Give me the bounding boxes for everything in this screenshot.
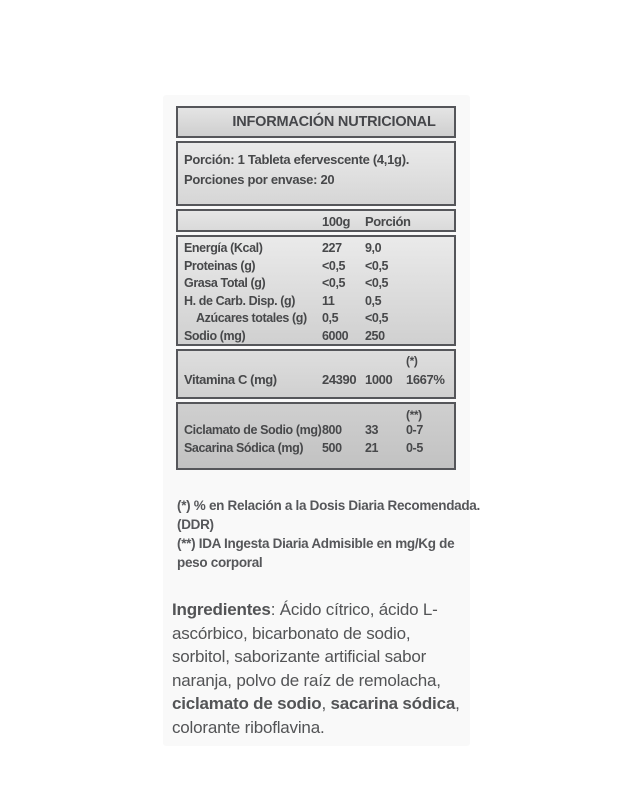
value-per-100g: <0,5 [322, 276, 346, 290]
ingredient-emphasis: Ingredientes [172, 600, 271, 619]
row-label: Proteinas (g) [184, 258, 256, 273]
table-row [178, 293, 454, 311]
column-header-100g: 100g [322, 214, 351, 229]
nutrition-title-bar [176, 106, 456, 138]
table-row [178, 258, 454, 276]
servings-per-container-line: Porciones por envase: 20 [184, 172, 335, 187]
value-per-100g: 0,5 [322, 311, 339, 325]
value-per-portion: 33 [365, 423, 379, 437]
table-row [178, 240, 454, 258]
row-label: Vitamina C (mg) [184, 372, 277, 387]
nutrients-rows [178, 237, 454, 345]
table-row [178, 328, 454, 346]
column-header-box [176, 209, 456, 232]
row-label: Energía (Kcal) [184, 241, 263, 255]
serving-size-line: Porción: 1 Tableta efervescente (4,1g). [184, 152, 410, 167]
value-per-portion: 9,0 [365, 241, 382, 255]
footnote-ddr: (*) % en Relación a la Dosis Diaria Recomendada. (DDR) [177, 498, 480, 532]
nutrition-title: INFORMACIÓN NUTRICIONAL [232, 114, 436, 130]
table-row [178, 275, 454, 293]
table-row [178, 440, 454, 458]
additives-box [176, 402, 456, 470]
value-per-100g: 800 [322, 423, 342, 437]
ingredient-text: : Ácido cítrico, ácido L-ascórbico, bicarbonato de sodio, sorbitol, saborizante artificial sabor naranja, polvo de raíz de remolacha, [172, 600, 441, 690]
ingredients-paragraph [172, 598, 468, 739]
row-label: Sodio (mg) [184, 328, 246, 343]
nutrients-box [176, 235, 456, 346]
value-extra: 0-7 [406, 423, 423, 437]
value-per-100g: 24390 [322, 372, 357, 387]
ingredient-text: , colorante riboflavina. [172, 694, 460, 737]
value-per-portion: 1000 [365, 372, 393, 387]
value-per-100g: 11 [322, 293, 335, 308]
column-header-porcion: Porción [365, 214, 411, 229]
additives-rows [178, 422, 454, 457]
ingredient-emphasis: ciclamato de sodio [172, 694, 322, 713]
value-extra [406, 310, 454, 328]
value-extra [406, 275, 454, 293]
value-extra [406, 240, 454, 258]
value-per-portion: <0,5 [365, 311, 389, 325]
value-per-100g: 227 [322, 241, 342, 255]
value-extra [406, 293, 454, 311]
table-row [178, 422, 454, 440]
value-per-100g: 500 [322, 440, 342, 455]
value-per-portion: 0,5 [365, 293, 382, 308]
value-per-100g: <0,5 [322, 258, 346, 273]
row-label: H. de Carb. Disp. (g) [184, 293, 296, 308]
ingredient-emphasis: sacarina sódica [330, 694, 456, 713]
value-extra: 1667% [406, 372, 445, 387]
row-label: Azúcares totales (g) [196, 311, 307, 325]
serving-info-box [176, 141, 456, 206]
table-row [178, 310, 454, 328]
value-per-100g: 6000 [322, 328, 349, 343]
vitamin-box [176, 349, 456, 399]
table-row [178, 370, 454, 389]
footnotes [177, 496, 482, 572]
row-label: Ciclamato de Sodio (mg) [184, 423, 322, 437]
value-extra: 0-5 [406, 440, 423, 455]
ddr-marker: (*) [406, 354, 418, 368]
footnote-ida: (**) IDA Ingesta Diaria Admisible en mg/Kg de peso corporal [177, 536, 455, 570]
value-per-portion: 21 [365, 440, 379, 455]
ingredient-text: , [321, 694, 331, 713]
value-extra [406, 328, 454, 346]
value-per-portion: <0,5 [365, 258, 389, 273]
value-per-portion: <0,5 [365, 276, 389, 290]
row-label: Grasa Total (g) [184, 276, 266, 290]
row-label: Sacarina Sódica (mg) [184, 440, 304, 455]
vitamin-rows [178, 370, 454, 389]
value-extra [406, 258, 454, 276]
ida-marker: (**) [406, 408, 422, 422]
value-per-portion: 250 [365, 328, 385, 343]
